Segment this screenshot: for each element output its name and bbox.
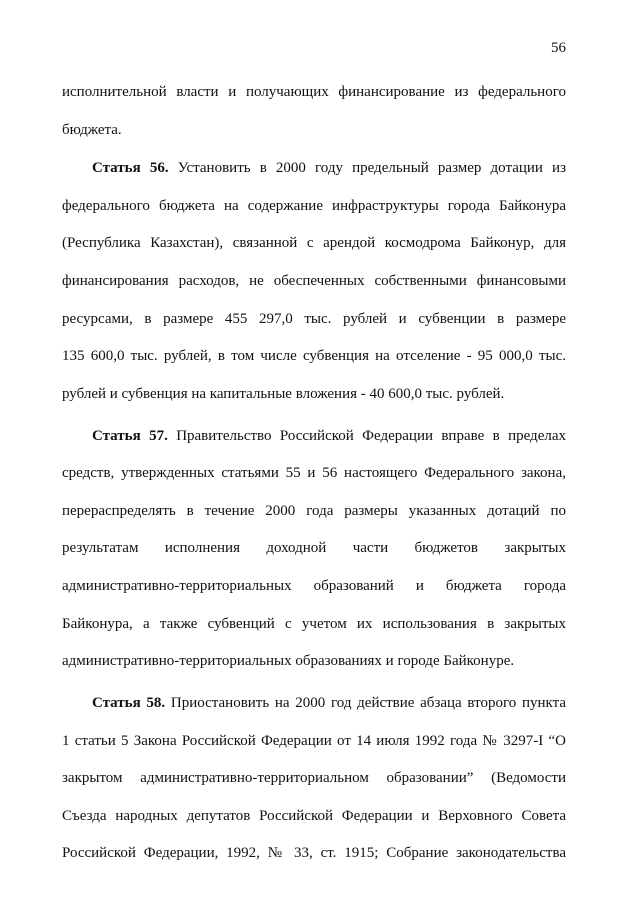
article-58-label: Статья 58. [92, 695, 166, 711]
text-line: бюджета. [62, 122, 122, 138]
text-line: Правительство Российской Федерации вправе в пределах [176, 428, 566, 444]
article-58-first-line [92, 693, 566, 713]
text-line: исполнительной власти и получающих финансирование из федерального [62, 84, 566, 100]
text-line: Установить в 2000 году предельный размер дотации из [177, 160, 567, 176]
article-57-label: Статья 57. [92, 428, 168, 444]
text-line: (Республика Казахстан), связанной с арендой космодрома Байконур, для [62, 235, 566, 251]
text-line: федерального бюджета на содержание инфраструктуры города Байконура [62, 198, 566, 214]
text-line: перераспределять в течение 2000 года размеры указанных дотаций по [62, 503, 566, 519]
text-line: результатам исполнения доходной части бюджетов закрытых [62, 540, 566, 556]
text-line: Байконура, а также субвенций с учетом их использования в закрытых [62, 616, 566, 632]
text-line: средств, утвержденных статьями 55 и 56 настоящего Федерального закона, [62, 465, 566, 481]
article-57-first-line [92, 426, 566, 446]
text-line: административно-территориальных образованиях и городе Байконуре. [62, 653, 515, 669]
text-line: 135 600,0 тыс. рублей, в том числе субвенция на отселение - 95 000,0 тыс. [62, 348, 566, 364]
page-number: 56 [551, 40, 566, 56]
text-line: Российской Федерации, 1992, № 33, ст. 1915; Собрание законодательства [62, 845, 566, 861]
article-56-first-line [92, 158, 566, 178]
text-line: административно-территориальных образований и бюджета города [62, 578, 566, 594]
text-line: Приостановить на 2000 год действие абзаца второго пункта [170, 695, 566, 711]
text-line: ресурсами, в размере 455 297,0 тыс. рублей и субвенции в размере [62, 311, 566, 327]
text-line: закрытом административно-территориальном образовании” (Ведомости [62, 770, 566, 786]
text-line: рублей и субвенция на капитальные вложения - 40 600,0 тыс. рублей. [62, 386, 505, 402]
text-line: финансирования расходов, не обеспеченных собственными финансовыми [62, 273, 566, 289]
article-56-label: Статья 56. [92, 160, 169, 176]
text-line: Съезда народных депутатов Российской Федерации и Верховного Совета [62, 808, 566, 824]
text-line: 1 статьи 5 Закона Российской Федерации от 14 июля 1992 года № 3297-I “О [62, 733, 566, 749]
